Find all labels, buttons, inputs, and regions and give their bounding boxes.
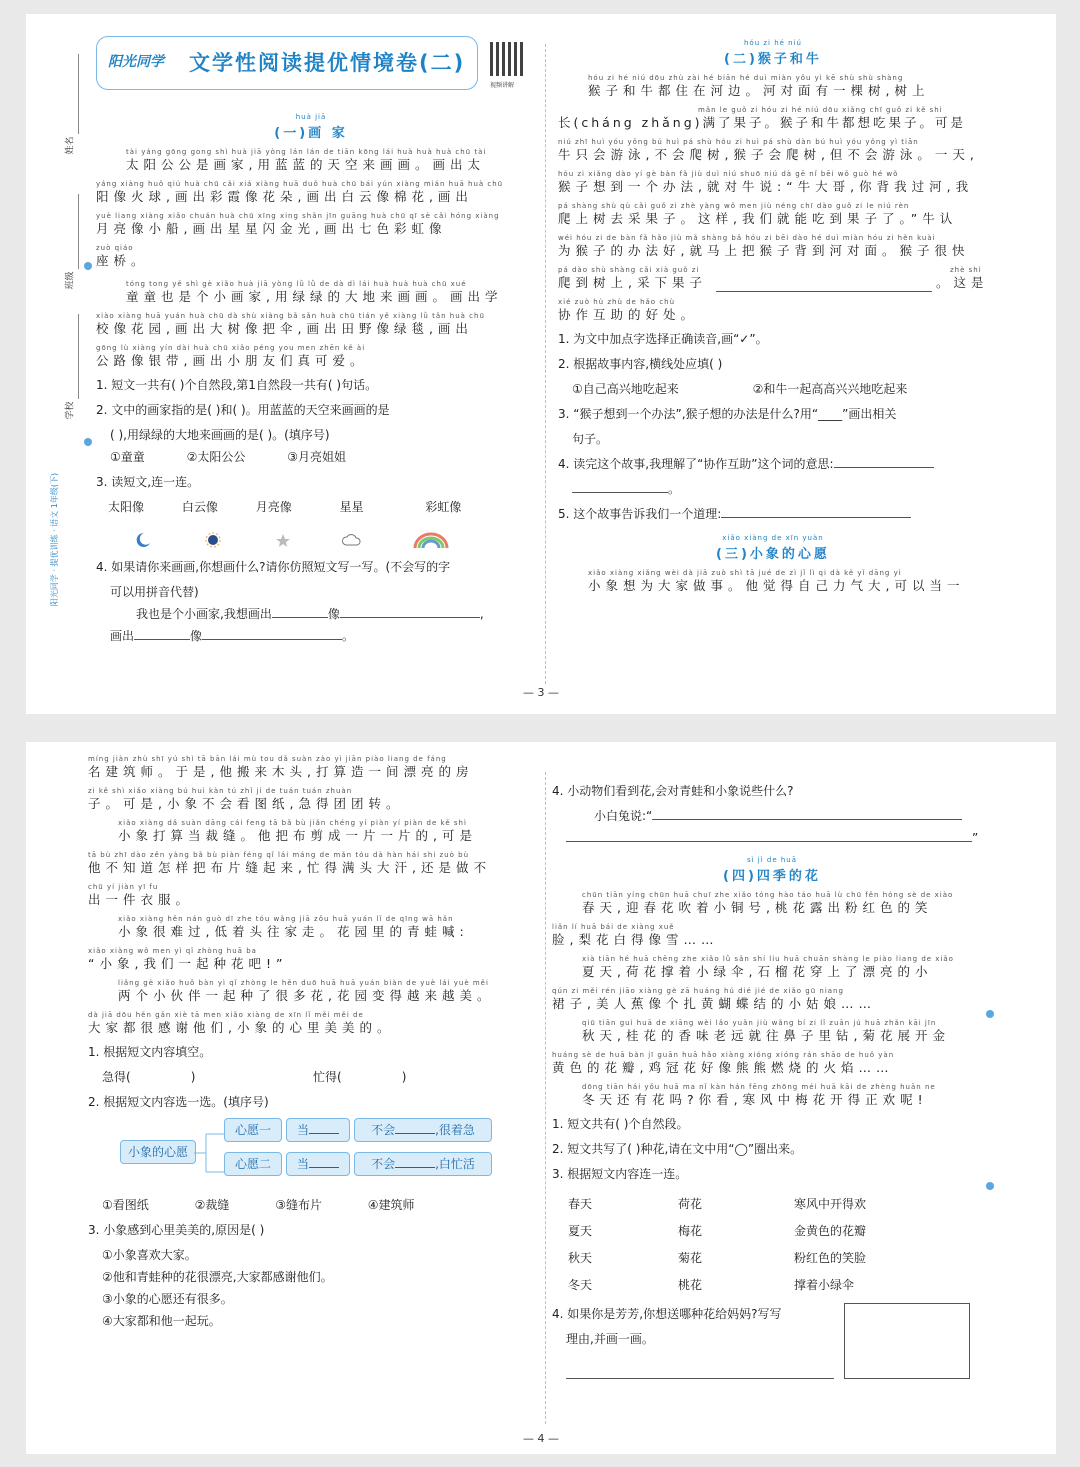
paragraph-line: zi kě shì xiǎo xiàng bú huì kàn tú zhǐ jí de tuán tuán zhuàn 子。可是,小象不会看图纸,急得团团转。 xyxy=(88,787,404,811)
option[interactable]: ②和牛一起高高兴兴地吃起来 xyxy=(752,382,908,396)
question-2[interactable]: 2. 短文共写了( )种花,请在文中用“◯”圈出来。 xyxy=(552,1142,803,1156)
paragraph-line: tā bù zhī dào zěn yàng bǎ bù piàn féng qǐ lái máng de mǎn tóu dà hàn hái shi zuò bù 他不知道怎样把布片缝起来,忙得满头大汗,还是做不 xyxy=(88,851,491,875)
section-elephant-cont xyxy=(88,754,528,1334)
question-3: 3. “猴子想到一个办法”,猴子想的办法是什么?用“____”画出相关 xyxy=(558,407,897,421)
match-item[interactable]: 彩虹像 xyxy=(425,500,462,514)
option: ①看图纸 xyxy=(102,1198,149,1212)
page-number: — 4 — xyxy=(523,1432,559,1445)
match-pictures xyxy=(110,532,526,548)
option[interactable]: ③小象的心愿还有很多。 xyxy=(102,1292,233,1306)
paragraph-line: hóu zi xiǎng dào yí gè bàn fǎ jiù duì niú shuō niú dà gē nǐ bēi wǒ guò hé wǒ 猴子想到一个办法,就对牛说:“牛大哥,你背我过河,我 xyxy=(558,170,974,194)
paragraph-line: yuè liang xiàng xiǎo chuán huà chū xīng xing shǎn jīn guāng huà chū qī sè cǎi hóng xiàng 月亮像小船,画出星星闪金光,画出七色彩虹像 xyxy=(96,212,500,236)
class-line xyxy=(78,194,79,269)
column-divider xyxy=(545,772,546,1424)
wish-two-be[interactable]: 当 xyxy=(286,1152,350,1176)
question-2: 2. 根据短文内容选一选。(填序号) xyxy=(88,1095,269,1109)
question-1[interactable]: 1. 为文中加点字选择正确读音,画“✓”。 xyxy=(558,332,768,346)
question-3[interactable]: 3. 小象感到心里美美的,原因是( ) xyxy=(88,1223,265,1237)
class-label: 班级 xyxy=(65,271,76,290)
star-icon[interactable] xyxy=(272,532,294,548)
question-4: 4. 小动物们看到花,会对青蛙和小象说些什么? xyxy=(552,784,794,798)
school-label: 学校 xyxy=(65,401,76,420)
question-2-cont[interactable]: ( ),用绿绿的大地来画画的是( )。(填序号) xyxy=(110,428,330,442)
paragraph-line: zuò qiáo 座桥。 xyxy=(96,244,149,268)
section-heading-elephant: xiǎo xiàng de xīn yuàn (三)小象的心愿 xyxy=(716,534,830,562)
question-2-options xyxy=(110,448,526,466)
season-item[interactable]: 夏天 xyxy=(568,1224,593,1238)
wish-two-label: 心愿二 xyxy=(224,1152,282,1176)
flower-item[interactable]: 梅花 xyxy=(678,1224,703,1238)
paragraph-line: qún zi měi rén jiāo xiàng gè zā huáng hú dié jié de xiǎo gū niang 裙子,美人蕉像个扎黄蝴蝶结的小姑娘…… xyxy=(552,987,876,1011)
name-label: 姓名 xyxy=(65,136,76,155)
question-4-line-1[interactable]: 我也是个小画家,我想画出 像 , xyxy=(136,607,484,621)
question-2[interactable]: 2. 根据故事内容,横线处应填( ) xyxy=(558,357,723,371)
wish-one-cannot[interactable]: 不会 ,很着急 xyxy=(354,1118,492,1142)
match-item[interactable]: 白云像 xyxy=(181,500,218,514)
paragraph: xiǎo xiàng dǎ suàn dāng cái feng tā bǎ bù jiǎn chéng yí piàn yí piàn de kě shì 小象打算当裁缝。他把布剪成一片一片的,可是 xyxy=(118,819,477,843)
drawing-box[interactable] xyxy=(844,1303,970,1379)
paragraph-line: xiào xiàng huā yuán huà chū dà shù xiàng bǎ sǎn huà chū tián yě xiàng lǜ tǎn huà chū 校像花园,画出大树像把伞,画出田野像绿毯,画出 xyxy=(96,312,485,336)
paragraph-line: dà jiā dōu hěn gǎn xiè tā men xiǎo xiàng de xīn lǐ měi měi de 大家都很感谢他们,小象的心里美美的。 xyxy=(88,1011,395,1035)
page-title: 文学性阅读提优情境卷(二) xyxy=(189,51,466,75)
question-2-options xyxy=(572,380,988,398)
paragraph-line: mǎn le guǒ zi hóu zi hé niú dōu xiǎng chī guǒ zi kě shì 长(cháng zhǎng)满了果子。猴子和牛都想吃果子。可是 xyxy=(558,106,967,130)
title-banner xyxy=(96,36,478,90)
wish-diagram xyxy=(88,1118,528,1192)
question-4-block xyxy=(552,1305,992,1389)
page-3 xyxy=(26,14,1056,714)
match-item[interactable]: 星星 xyxy=(339,500,364,514)
paragraph-line: gōng lù xiàng yín dài huà chū xiǎo péng you men zhēn kě ài 公路像银带,画出小朋友们真可爱。 xyxy=(96,344,368,368)
paragraph-line: wéi hóu zi de bàn fǎ hǎo jiù mǎ shàng bǎ hóu zi bēi dào hé duì miàn hóu zi hěn kuài 为猴子的办法好,就马上把猴子背到河对面。猴子很快 xyxy=(558,234,970,258)
section-heading: hóu zi hé niú (二)猴子和牛 xyxy=(724,39,822,67)
option[interactable]: ①自己高兴地吃起来 xyxy=(572,382,679,396)
feature-item[interactable]: 撑着小绿伞 xyxy=(794,1278,855,1292)
question-2-options xyxy=(102,1196,528,1214)
paragraph: qiū tiān guì huā de xiāng wèi lǎo yuǎn jiù wǎng bí zi lǐ zuān jú huā zhǎn kāi jīn 秋天,桂花的香味老远就往鼻子里钻,菊花展开金 xyxy=(582,1019,950,1043)
question-3: 3. 读短文,连一连。 xyxy=(96,475,200,489)
name-line xyxy=(78,54,79,134)
page-number: — 3 — xyxy=(523,686,559,699)
paragraph: xiǎo xiàng hěn nán guò dī zhe tóu wǎng jiā zǒu huā yuán lǐ de qīng wā hǎn 小象很难过,低着头往家走。花园里的青蛙喊: xyxy=(118,915,469,939)
moon-icon[interactable] xyxy=(132,532,154,548)
question-4-line-2[interactable]: 画出 像 。 xyxy=(110,629,355,643)
season-item[interactable]: 春天 xyxy=(568,1197,593,1211)
question-4-cont: 可以用拼音代替) xyxy=(110,585,199,599)
paragraph-line: pá shàng shù qù cǎi guǒ zi zhè yàng wǒ men jiù néng chī dào guǒ zi le niú rèn 爬上树去采果子。这样,我们就能吃到果子了。”牛认 xyxy=(558,202,958,226)
binding-dot xyxy=(84,438,92,446)
question-2[interactable]: 2. 文中的画家指的是( )和( )。用蓝蓝的天空来画画的是 xyxy=(96,403,390,417)
option[interactable]: ④大家都和他一起玩。 xyxy=(102,1314,221,1328)
answer-line[interactable]: 小白兔说:“ xyxy=(594,807,992,825)
option: ②裁缝 xyxy=(194,1198,230,1212)
section-painter xyxy=(96,112,526,649)
brand-logo: 阳光同学 xyxy=(108,54,164,70)
paragraph-line: niú zhī huì yóu yǒng bú huì pá shù hóu zi huì pá shù dàn bú huì yóu yǒng yì tiān 牛只会游泳,不会爬树,猴子会爬树,但不会游泳。一天, xyxy=(558,138,979,162)
wish-two-cannot[interactable]: 不会 ,白忙活 xyxy=(354,1152,492,1176)
match-item[interactable]: 月亮像 xyxy=(255,500,292,514)
rainbow-icon[interactable] xyxy=(411,532,451,548)
option[interactable]: ②他和青蛙种的花很漂亮,大家都感谢他们。 xyxy=(102,1270,333,1284)
answer-line[interactable]: 。 xyxy=(572,480,988,498)
binding-sidebar xyxy=(26,14,86,714)
paragraph-line: yáng xiàng huǒ qiú huà chū cǎi xiá xiàng huā duǒ huà chū bái yún xiàng mián huā huà chū 阳像火球,画出彩霞像花朵,画出白云像棉花,画出 xyxy=(96,180,504,204)
answer-line[interactable]: ” xyxy=(566,829,992,847)
paragraph: tài yáng gōng gong shì huà jiā yòng lán lán de tiān kōng lái huà huà huà chū tài 太阳公公是画家,用蓝蓝的天空来画画。画出太 xyxy=(126,148,487,172)
feature-item[interactable]: 金黄色的花瓣 xyxy=(794,1224,867,1238)
paragraph: tóng tong yě shì gè xiǎo huà jiā yòng lǜ lǜ de dà dì lái huà huà huà chū xué 童童也是个小画家,用绿绿的大地来画画。画出学 xyxy=(126,280,503,304)
question-1[interactable]: 1. 短文一共有( )个自然段,第1自然段一共有( )句话。 xyxy=(96,378,378,392)
match-item[interactable]: 太阳像 xyxy=(108,500,145,514)
paragraph: liǎng gè xiǎo huǒ bàn yì qǐ zhòng le hěn duō huā huā yuán biàn de yuè lái yuè měi 两个小伙伴一起种了很多花,花园变得越来越美。 xyxy=(118,979,495,1003)
fill-blank[interactable] xyxy=(716,279,932,292)
question-3-cont: 句子。 xyxy=(572,432,609,446)
paragraph-line: huáng sè de huā bàn jī guān huā hǎo xiàng xióng xióng rán shāo de huǒ yàn 黄色的花瓣,鸡冠花好像熊熊燃烧的火焰…… xyxy=(552,1051,895,1075)
sun-icon[interactable] xyxy=(202,532,224,548)
flower-item[interactable]: 桃花 xyxy=(678,1278,703,1292)
diagram-connector xyxy=(194,1126,224,1180)
flower-item[interactable]: 荷花 xyxy=(678,1197,703,1211)
flower-item[interactable]: 菊花 xyxy=(678,1251,703,1265)
column-divider xyxy=(545,44,546,684)
binding-dot xyxy=(84,262,92,270)
section-heading: huà jiā (一)画 家 xyxy=(274,113,348,141)
paragraph-line: chū yí jiàn yī fu 出一件衣服。 xyxy=(88,883,194,907)
question-3: 3. 根据短文内容连一连。 xyxy=(552,1167,688,1181)
paragraph: dōng tiān hái yǒu huā ma nǐ kàn hán fēng zhōng méi huā kāi de zhèng huān ne 冬天还有花吗?你看,寒风中梅花开得正欢呢! xyxy=(582,1083,936,1107)
paragraph-line: xié zuò hù zhù de hǎo chù 协作互助的好处。 xyxy=(558,298,699,322)
question-5[interactable]: 5. 这个故事告诉我们一个道理: xyxy=(558,505,988,523)
wish-one-label: 心愿一 xyxy=(224,1118,282,1142)
paragraph-line: xiǎo xiàng wǒ men yì qǐ zhòng huā ba “小象,我们一起种花吧!” xyxy=(88,947,288,971)
question-1-blanks[interactable]: 急得( ) 忙得( ) xyxy=(102,1070,407,1084)
feature-item[interactable]: 寒风中开得欢 xyxy=(794,1197,867,1211)
question-1[interactable]: 1. 短文共有( )个自然段。 xyxy=(552,1117,689,1131)
section-four-seasons xyxy=(552,782,992,1389)
page-4 xyxy=(26,742,1056,1454)
question-4[interactable]: 4. 读完这个故事,我理解了“协作互助”这个词的意思: xyxy=(558,455,988,473)
diagram-root: 小象的心愿 xyxy=(120,1140,196,1164)
question-4: 4. 如果请你来画画,你想画什么?请你仿照短文写一写。(不会写的字 xyxy=(96,560,451,574)
paragraph: xià tiān hé huā chēng zhe xiǎo lǜ sǎn shí liu huā chuān shàng le piào liang de xiǎo 夏天,荷花撑着小绿伞,石榴花穿上了漂亮的小 xyxy=(582,955,954,979)
option: ②太阳公公 xyxy=(186,450,246,464)
paragraph: xiǎo xiàng xiǎng wèi dà jiā zuò shì tā jué de zì jǐ lì qi dà kě yǐ dāng yì 小象想为大家做事。他觉得自己力气大,可以当一 xyxy=(588,569,965,593)
option: ④建筑师 xyxy=(367,1198,415,1212)
option: ③月亮姐姐 xyxy=(287,450,346,464)
option: ①童童 xyxy=(110,450,145,464)
feature-item[interactable]: 粉红色的笑脸 xyxy=(794,1251,867,1265)
school-line xyxy=(78,314,79,399)
question-4: 4. 如果你是芳芳,你想送哪种花给妈妈?写写 xyxy=(552,1307,782,1321)
season-match-table xyxy=(568,1190,866,1298)
match-items xyxy=(108,498,526,516)
wish-one-be[interactable]: 当 xyxy=(286,1118,350,1142)
paragraph: chūn tiān yíng chūn huā chuī zhe xiǎo tóng hào táo huā lù chū fěn hóng sè de xiào 春天,迎春花吹着小铜号,桃花露出粉红色的笑 xyxy=(582,891,954,915)
question-1: 1. 根据短文内容填空。 xyxy=(88,1045,212,1059)
question-4-cont: 理由,并画一画。 xyxy=(566,1332,654,1346)
section-heading: sì jì de huā (四)四季的花 xyxy=(723,856,821,884)
season-item[interactable]: 秋天 xyxy=(568,1251,593,1265)
series-text: 阳光同学 · 提优训练 · 语文 1年级(下) xyxy=(50,472,60,607)
option: ③缝布片 xyxy=(275,1198,322,1212)
qr-caption: 视频讲解 xyxy=(490,82,515,89)
paragraph-line: liǎn lí huā bái de xiàng xuě 脸,梨花白得像雪…… xyxy=(552,923,719,947)
season-item[interactable]: 冬天 xyxy=(568,1278,593,1292)
paragraph: hóu zi hé niú dōu zhù zài hé biān hé duì miàn yǒu yì kē shù shù shàng 猴子和牛都住在河边。河对面有一棵树,树上 xyxy=(588,74,930,98)
cloud-icon[interactable] xyxy=(341,532,363,548)
section-monkey-ox xyxy=(558,38,988,600)
option[interactable]: ①小象喜欢大家。 xyxy=(102,1248,197,1262)
qr-code-icon[interactable] xyxy=(490,42,524,76)
paragraph-line: míng jiàn zhù shī yú shì tā bān lái mù tou dǎ suàn zào yì jiān piào liang de fáng 名建筑师。于是,他搬来木头,打算造一间漂亮的房 xyxy=(88,755,474,779)
paragraph-line: pá dào shù shàng cǎi xià guǒ zi 爬到树上,采下果子 zhè shì 。这是 xyxy=(558,266,989,290)
